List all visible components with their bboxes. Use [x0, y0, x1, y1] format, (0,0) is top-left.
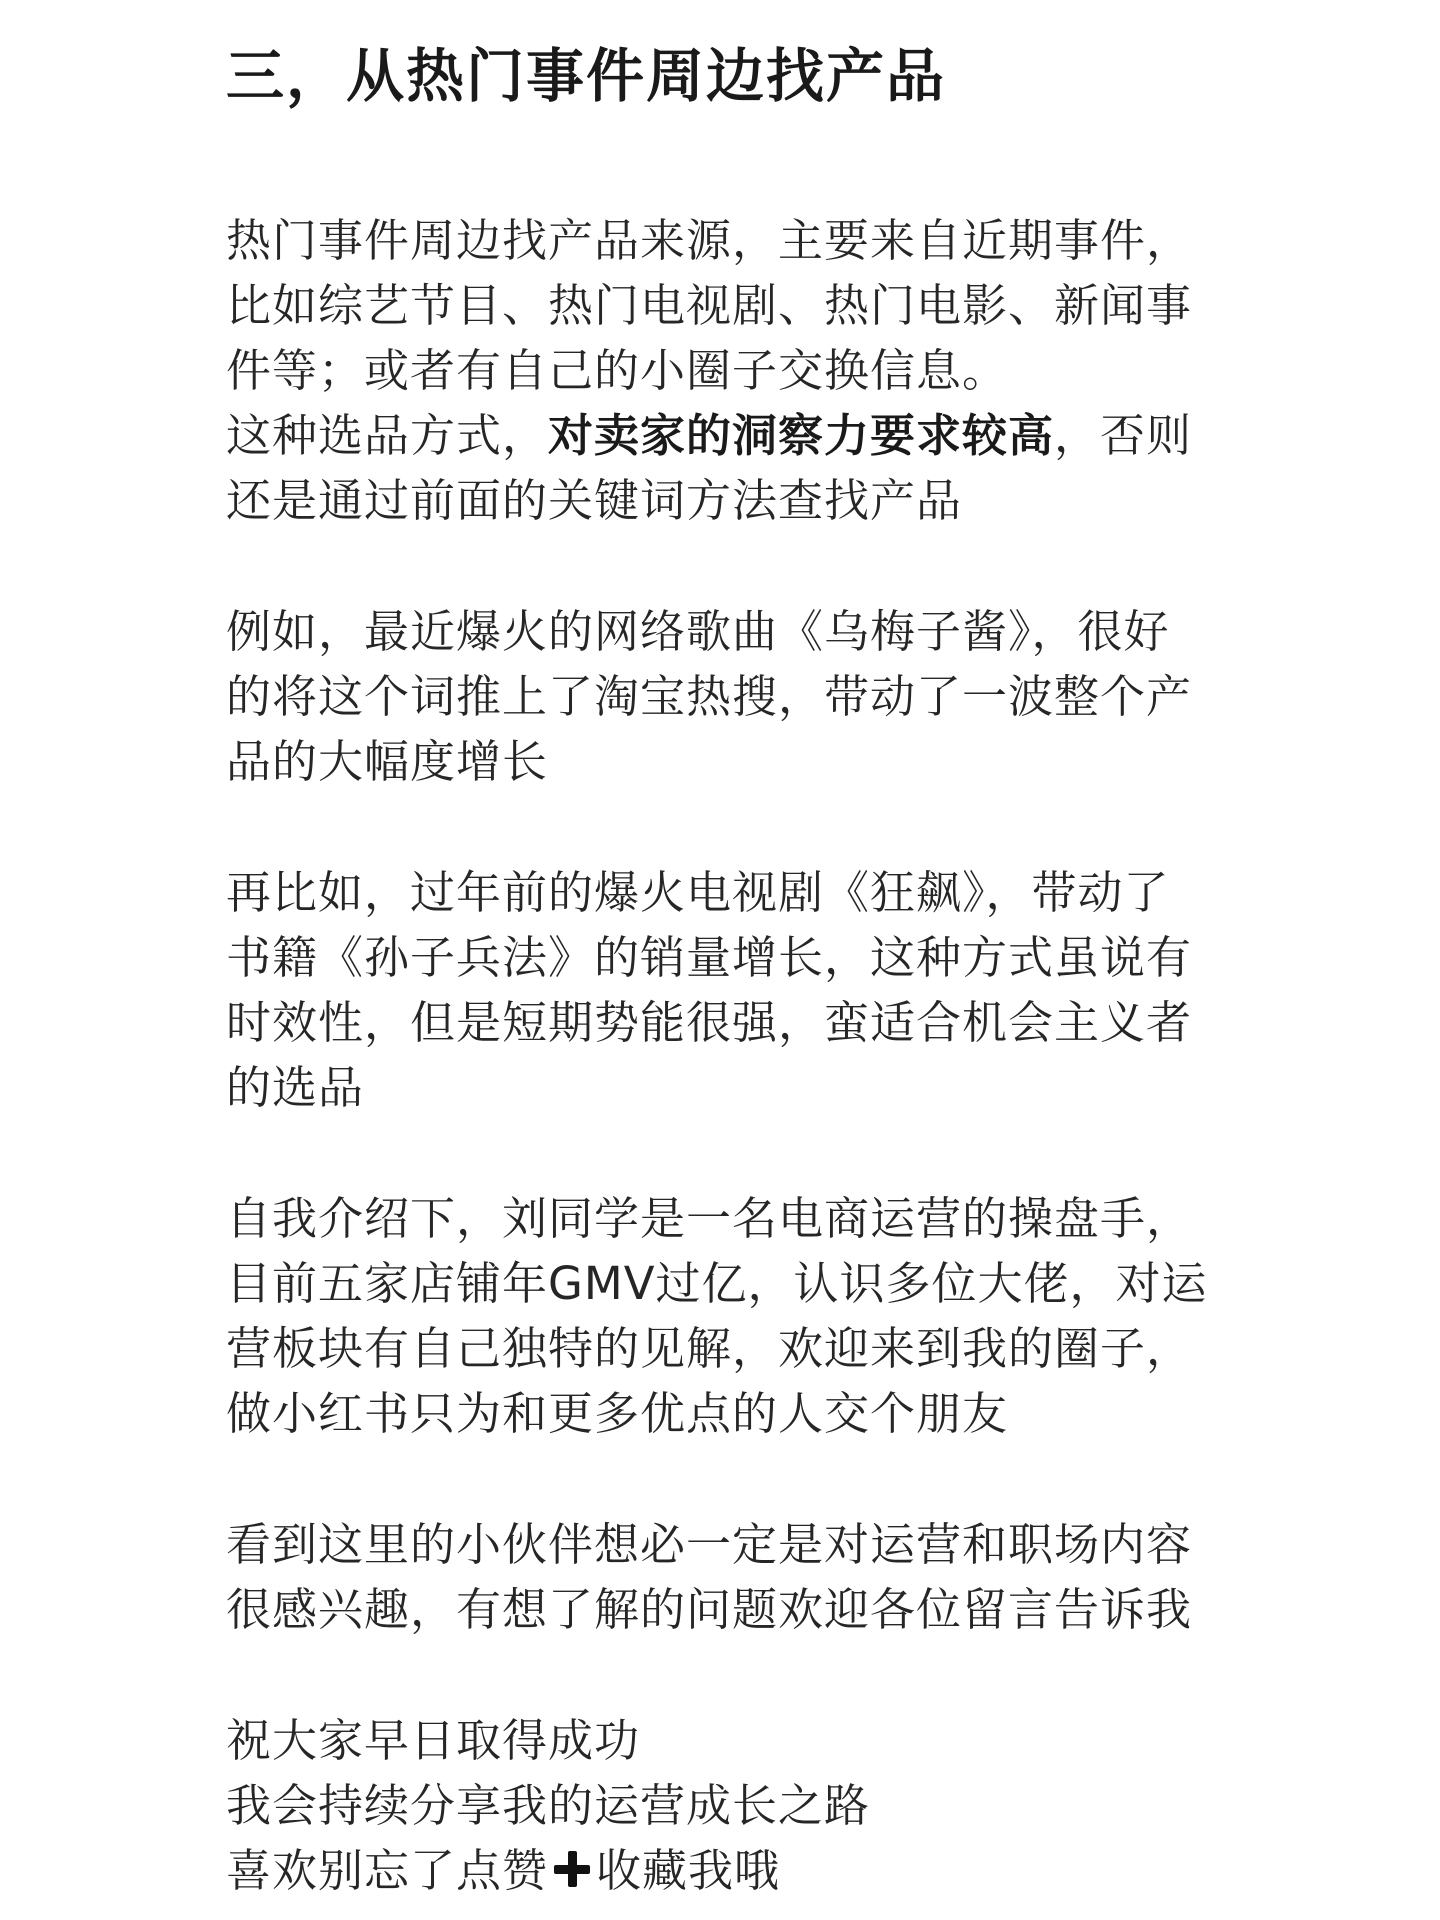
plus-icon: [552, 1849, 592, 1889]
spacer: [226, 118, 1236, 208]
text-line: 很感兴趣，有想了解的问题欢迎各位留言告诉我: [226, 1583, 1193, 1636]
spacer: [226, 1446, 1236, 1512]
spacer: [226, 1642, 1236, 1708]
text-line: 品的大幅度增长: [226, 735, 549, 788]
text-segment: 收藏我哦: [596, 1844, 781, 1897]
paragraph-self-intro: [226, 1186, 1236, 1446]
text-segment: 这种选品方式，: [226, 409, 549, 462]
text-line: 我会持续分享我的运营成长之路: [226, 1779, 871, 1832]
text-line: 书籍《孙子兵法》的销量增长，这种方式虽说有: [226, 931, 1193, 984]
spacer: [226, 533, 1236, 599]
text-line: 再比如，过年前的爆火电视剧《狂飙》，带动了: [226, 866, 1170, 919]
text-line: [226, 403, 1236, 468]
paragraph-example-song: [226, 599, 1236, 794]
text-line: 营板块有自己独特的见解，欢迎来到我的圈子，: [226, 1322, 1193, 1375]
text-line: 的选品: [226, 1061, 365, 1114]
text-line: 的将这个词推上了淘宝热搜，带动了一波整个产: [226, 670, 1193, 723]
text-line: 看到这里的小伙伴想必一定是对运营和职场内容: [226, 1518, 1193, 1571]
text-line: 热门事件周边找产品来源，主要来自近期事件，: [226, 214, 1193, 267]
text-line: 例如，最近爆火的网络歌曲《乌梅子酱》，很好: [226, 605, 1170, 658]
text-line: 比如综艺节目、热门电视剧、热门电影、新闻事: [226, 279, 1193, 332]
text-line: 自我介绍下，刘同学是一名电商运营的操盘手，: [226, 1192, 1193, 1245]
text-line: 还是通过前面的关键词方法查找产品: [226, 474, 963, 527]
text-line: [226, 1838, 1236, 1903]
text-segment: ，否则: [1054, 409, 1193, 462]
emphasis-text: 对卖家的洞察力要求较高: [548, 409, 1055, 462]
paragraph-invitation: [226, 1512, 1236, 1642]
text-line: 目前五家店铺年GMV过亿，认识多位大佬，对运: [226, 1257, 1208, 1310]
section-heading: 三，从热门事件周边找产品: [226, 42, 947, 110]
spacer: [226, 794, 1236, 860]
paragraph-closing: [226, 1708, 1236, 1903]
article: [226, 34, 1236, 1903]
text-line: 时效性，但是短期势能很强，蛮适合机会主义者: [226, 996, 1193, 1049]
paragraph-product-sources: [226, 208, 1236, 533]
spacer: [226, 1120, 1236, 1186]
paragraph-example-tv: [226, 860, 1236, 1120]
text-line: 祝大家早日取得成功: [226, 1714, 641, 1767]
text-line: 件等；或者有自己的小圈子交换信息。: [226, 344, 1009, 397]
text-segment: 喜欢别忘了点赞: [226, 1844, 549, 1897]
text-line: 做小红书只为和更多优点的人交个朋友: [226, 1387, 1009, 1440]
